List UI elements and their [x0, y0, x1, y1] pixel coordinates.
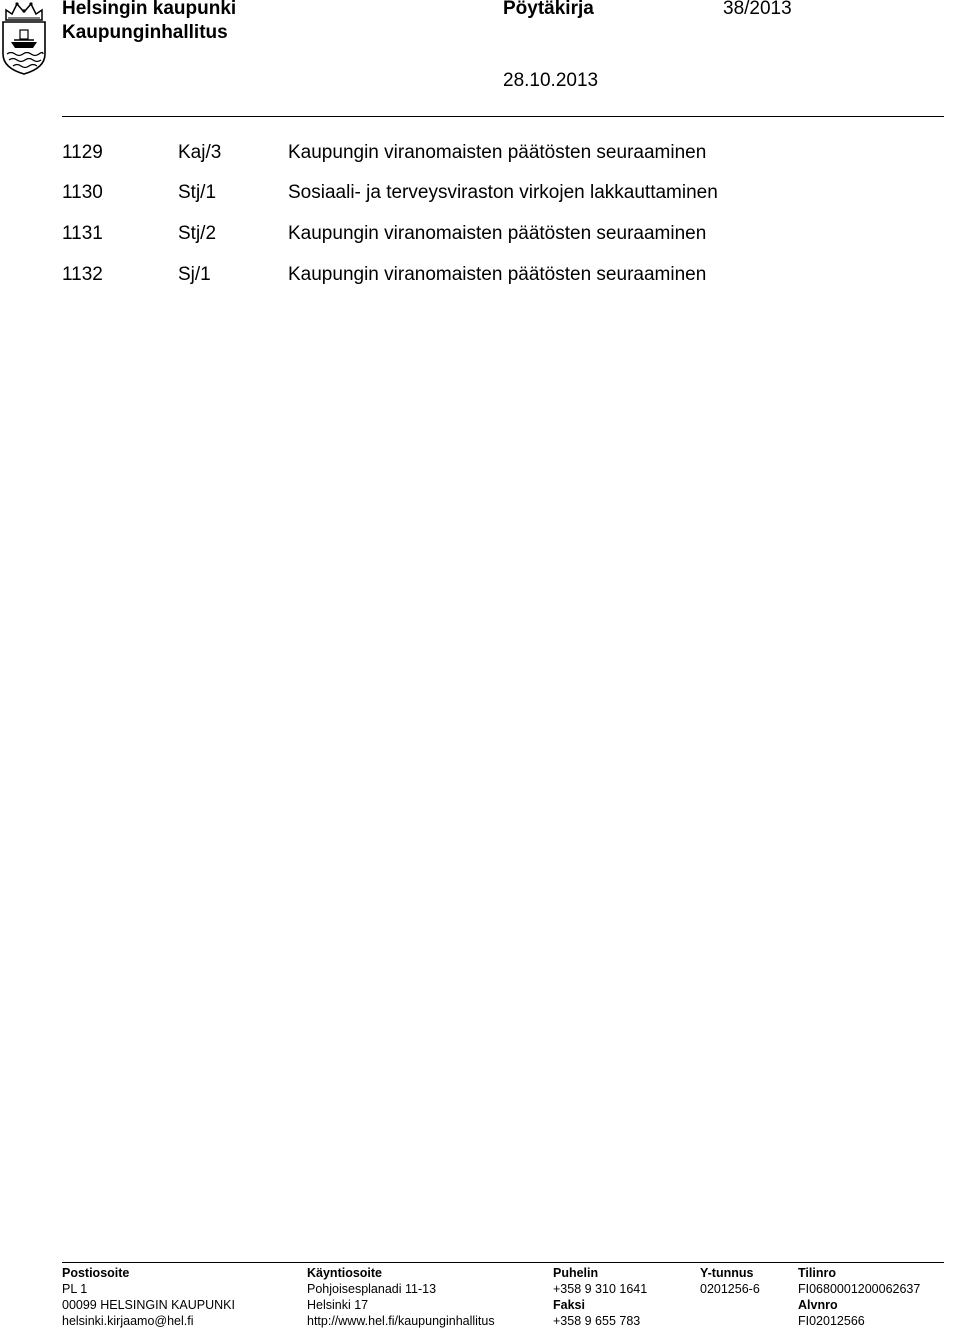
footer-visit-line1: Pohjoisesplanadi 11-13	[307, 1282, 437, 1296]
organization-name: Helsingin kaupunki	[62, 0, 237, 19]
meeting-date: 28.10.2013	[503, 70, 599, 91]
footer-phone-value: +358 9 310 1641	[553, 1282, 648, 1296]
footer-postal-label: Postiosoite	[62, 1266, 130, 1280]
document-type: Pöytäkirja	[503, 0, 594, 19]
footer-business-id-label: Y-tunnus	[700, 1266, 754, 1280]
item-code: Stj/1	[178, 182, 217, 203]
footer-fax-value: +358 9 655 783	[553, 1314, 641, 1328]
footer-postal-line2: 00099 HELSINGIN KAUPUNKI	[62, 1298, 235, 1312]
item-title: Kaupungin viranomaisten päätösten seuraaminen	[288, 142, 707, 163]
council-name: Kaupunginhallitus	[62, 22, 228, 43]
footer-vat-label: Alvnro	[798, 1298, 838, 1312]
item-code: Sj/1	[178, 264, 211, 285]
item-number: 1130	[62, 182, 103, 203]
footer-account-value: FI0680001200062637	[798, 1282, 921, 1296]
footer-postal-line1: PL 1	[62, 1282, 88, 1296]
helsinki-coat-of-arms-icon	[0, 0, 48, 76]
footer-visit-line2: Helsinki 17	[307, 1298, 369, 1312]
item-code: Stj/2	[178, 223, 217, 244]
footer-fax-label: Faksi	[553, 1298, 585, 1312]
footer-business-id-value: 0201256-6	[700, 1282, 760, 1296]
footer-visit-label: Käyntiosoite	[307, 1266, 383, 1280]
item-number: 1132	[62, 264, 103, 285]
item-number: 1131	[62, 223, 103, 244]
header-divider	[62, 116, 944, 117]
item-title: Sosiaali- ja terveysviraston virkojen lakkauttaminen	[288, 182, 718, 203]
item-code: Kaj/3	[178, 142, 222, 163]
item-number: 1129	[62, 142, 103, 163]
footer-account-label: Tilinro	[798, 1266, 836, 1280]
footer-vat-value: FI02012566	[798, 1314, 865, 1328]
document-number: 38/2013	[723, 0, 792, 19]
item-title: Kaupungin viranomaisten päätösten seuraaminen	[288, 223, 707, 244]
footer-website-link[interactable]: http://www.hel.fi/kaupunginhallitus	[307, 1314, 495, 1328]
footer-divider	[62, 1262, 944, 1263]
footer-email[interactable]: helsinki.kirjaamo@hel.fi	[62, 1314, 194, 1328]
footer-phone-label: Puhelin	[553, 1266, 599, 1280]
item-title: Kaupungin viranomaisten päätösten seuraaminen	[288, 264, 707, 285]
